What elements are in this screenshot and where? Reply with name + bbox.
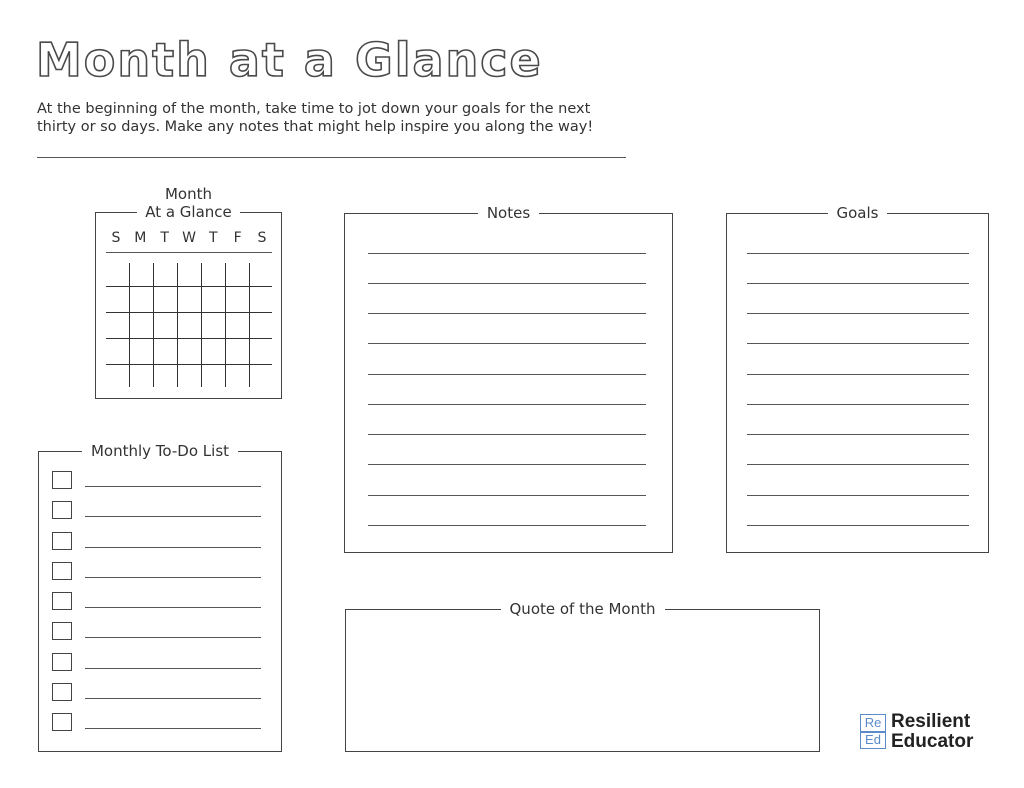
todo-item [52,532,262,552]
logo-mark-bottom: Ed [865,732,881,747]
goals-line[interactable] [747,525,969,526]
todo-line[interactable] [85,698,261,699]
todo-line[interactable] [85,547,261,548]
todo-line[interactable] [85,577,261,578]
notes-line[interactable] [368,253,646,254]
checkbox[interactable] [52,501,72,519]
header-divider [37,157,626,158]
weekday-tue: T [160,230,169,246]
notes-line[interactable] [368,464,646,465]
quote-frame[interactable] [345,600,820,752]
intro-line-2: thirty or so days. Make any notes that might help inspire you along the way! [37,119,594,135]
logo-name-line-2: Educator [891,731,974,752]
goals-line[interactable] [747,313,969,314]
logo-mark-top: Re [864,715,882,730]
todo-item [52,562,262,582]
notes-line[interactable] [368,343,646,344]
checkbox[interactable] [52,683,72,701]
weekday-wed: W [182,230,196,246]
calendar-label-line-1: Month [164,185,212,203]
grid-vline [177,263,178,387]
todo-line[interactable] [85,607,261,608]
todo-line[interactable] [85,668,261,669]
goals-line[interactable] [747,404,969,405]
todo-line[interactable] [85,728,261,729]
weekday-underline [106,252,272,253]
weekday-mon: M [134,230,147,246]
todo-item [52,653,262,673]
grid-vline [201,263,202,387]
grid-hline [106,312,272,313]
notes-line[interactable] [368,313,646,314]
checkbox[interactable] [52,653,72,671]
intro-line-1: At the beginning of the month, take time to jot down your goals for the next [37,101,591,117]
notes-line[interactable] [368,374,646,375]
notes-line[interactable] [368,495,646,496]
checkbox[interactable] [52,471,72,489]
checkbox[interactable] [52,532,72,550]
grid-vline [129,263,130,387]
checkbox[interactable] [52,562,72,580]
goals-line[interactable] [747,253,969,254]
grid-vline [249,263,250,387]
intro-text [37,100,717,136]
calendar-weekdays [106,230,272,246]
notes-line[interactable] [368,283,646,284]
todo-item [52,683,262,703]
goals-line[interactable] [747,464,969,465]
grid-vline [153,263,154,387]
weekday-sat: S [257,230,267,246]
goals-frame [726,204,989,553]
todo-item [52,592,262,612]
notes-frame [344,204,673,553]
todo-line[interactable] [85,637,261,638]
calendar-label [95,185,282,221]
notes-line[interactable] [368,434,646,435]
quote-label: Quote of the Month [501,600,665,618]
calendar-grid [106,263,272,387]
goals-line[interactable] [747,495,969,496]
goals-label: Goals [828,204,888,222]
calendar-label-line-2: At a Glance [137,203,240,221]
checkbox[interactable] [52,592,72,610]
weekday-fri: F [233,230,242,246]
notes-line[interactable] [368,525,646,526]
checkbox[interactable] [52,713,72,731]
goals-line[interactable] [747,434,969,435]
goals-line[interactable] [747,283,969,284]
goals-line[interactable] [747,374,969,375]
grid-hline [106,286,272,287]
grid-hline [106,338,272,339]
checkbox[interactable] [52,622,72,640]
notes-line[interactable] [368,404,646,405]
weekday-sun: S [111,230,121,246]
grid-hline [106,364,272,365]
todo-item [52,471,262,491]
todo-line[interactable] [85,516,261,517]
goals-line[interactable] [747,343,969,344]
resilient-educator-logo [860,712,1000,752]
grid-vline [225,263,226,387]
todo-item [52,501,262,521]
todo-line[interactable] [85,486,261,487]
page-title: Month at a Glance [36,33,543,87]
notes-label: Notes [478,204,539,222]
logo-wordmark [891,712,973,752]
todo-item [52,713,262,733]
todo-item [52,622,262,642]
logo-name-line-1: Resilient [891,711,971,732]
todo-label: Monthly To-Do List [82,442,238,460]
weekday-thu: T [209,230,218,246]
re-ed-logo-icon [860,714,886,749]
